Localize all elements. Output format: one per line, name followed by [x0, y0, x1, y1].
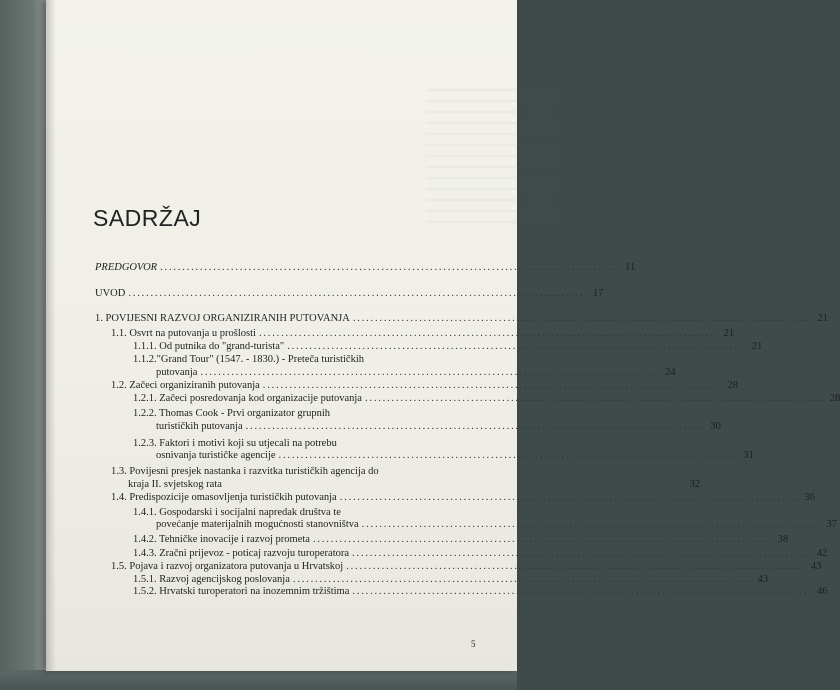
toc-entry-label: 1.5. Pojava i razvoj organizatora putovanja u Hrvatskoj: [111, 561, 344, 572]
page-title: SADRŽAJ: [93, 205, 202, 231]
leader-dots: ........................................................................................................: [160, 262, 621, 273]
leader-dots: ........................................................................................................: [287, 341, 748, 352]
toc-entry-page: 43: [757, 574, 769, 585]
toc-entry-label: 1.2.3. Faktori i motivi koji su utjecali na potrebu: [133, 438, 337, 449]
show-through-text: [426, 80, 556, 230]
toc-entry-page: 32: [689, 479, 701, 490]
toc-entry: [133, 393, 840, 405]
gutter-shadow: [46, 0, 56, 671]
toc-entry: [156, 367, 676, 379]
toc-entry: [111, 328, 735, 340]
toc-entry: [133, 341, 763, 353]
toc-entry-page: 36: [804, 492, 815, 503]
toc-entry: [95, 262, 636, 274]
toc-entry-page: 21: [817, 313, 829, 324]
leader-dots: ........................................................................................................: [312, 534, 774, 545]
toc-entry-page: 28: [829, 393, 840, 404]
toc-entry: [95, 288, 604, 300]
toc-entry-label: 1.1.2."Grand Tour" (1547. - 1830.) - Preteča turističkih: [133, 354, 365, 365]
toc-entry-label: UVOD: [95, 288, 126, 299]
toc-entry-label: 1.3. Povijesni presjek nastanka i razvitka turističkih agencija do: [111, 466, 379, 477]
leader-dots: ........................................................................................................: [364, 393, 826, 404]
toc-entry: [111, 380, 738, 392]
leader-dots: ........................................................................................................: [361, 519, 822, 530]
toc-entry-label-continued: osnivanja turističke agencije: [156, 450, 276, 461]
toc-entry-label-continued: kraja II. svjetskog rata: [128, 479, 222, 490]
toc-entry-label: 1.2.1. Začeci posredovanja kod organizacije putovanja: [133, 393, 362, 404]
page-number: 5: [471, 639, 476, 649]
toc-entry: [111, 561, 822, 573]
toc-entry: [128, 479, 701, 491]
toc-entry: [156, 519, 837, 531]
toc-entry-page: 21: [723, 328, 735, 339]
toc-entry: [133, 574, 769, 586]
leader-dots: ........................................................................................................: [346, 561, 807, 572]
toc-entry: [95, 313, 829, 325]
leader-dots: ........................................................................................................: [352, 548, 813, 559]
toc-entry-label-continued: turističkih putovanja: [156, 421, 243, 432]
toc-entry-label: 1.5.2. Hrvatski turoperatori na inozemnim tržištima: [133, 586, 350, 597]
toc-entry-label: 1.4.3. Zračni prijevoz - poticaj razvoju turoperatora: [133, 548, 350, 559]
toc-entry-label: 1.2.2. Thomas Cook - Prvi organizator grupnih: [133, 408, 331, 419]
toc-entry-page: 38: [777, 534, 789, 545]
leader-dots: ........................................................................................................: [245, 421, 706, 432]
leader-dots: ........................................................................................................: [200, 367, 661, 378]
leader-dots: ........................................................................................................: [128, 288, 589, 299]
toc-entry-label: PREDGOVOR: [95, 262, 158, 273]
leader-dots: ........................................................................................................: [262, 380, 723, 391]
toc-entry: [133, 548, 828, 560]
toc-entry-label: 1.1. Osvrt na putovanja u prošlosti: [111, 328, 256, 339]
toc-entry-page: 43: [810, 561, 822, 572]
toc-entry-label: 1.1.1. Od putnika do "grand-turista": [133, 341, 285, 352]
leader-dots: ........................................................................................................: [352, 586, 813, 597]
toc-entry-label-continued: putovanja: [156, 367, 198, 378]
book-page: [46, 0, 840, 671]
toc-entry-label: 1.4.1. Gospodarski i socijalni napredak društva te: [133, 507, 341, 518]
toc-entry-label: 1.4. Predispozicije omasovljenja turističkih putovanja: [111, 492, 337, 503]
leader-dots: ........................................................................................................: [278, 450, 739, 461]
leader-dots: ........................................................................................................: [352, 313, 814, 324]
toc-entry-label: 1.2. Začeci organiziranih putovanja: [111, 380, 260, 391]
toc-entry-label-continued: povećanje materijalnih mogućnosti stanovništva: [156, 519, 359, 530]
toc-entry-page: 30: [710, 421, 721, 432]
toc-entry-page: 11: [625, 262, 636, 273]
toc-entry: [133, 586, 828, 598]
toc-entry-label: 1.5.1. Razvoj agencijskog poslovanja: [133, 574, 290, 585]
book-left-edge: [0, 0, 46, 690]
toc-entry-page: 46: [817, 586, 828, 597]
toc-entry-label: 1. POVIJESNI RAZVOJ ORGANIZIRANIH PUTOVANJA: [95, 313, 350, 324]
leader-dots: ........................................................................................................: [258, 328, 720, 339]
toc-entry-page: 31: [743, 450, 754, 461]
leader-dots: ........................................................................................................: [339, 492, 800, 503]
toc-entry: [133, 534, 789, 546]
toc-entry: [156, 421, 721, 433]
leader-dots: ........................................................................................................: [292, 574, 754, 585]
toc-entry-label: 1.4.2. Tehničke inovacije i razvoj prometa: [133, 534, 310, 545]
toc-entry-page: 37: [826, 519, 837, 530]
toc-entry-page: 17: [593, 288, 604, 299]
toc-entry: [156, 450, 754, 462]
toc-entry-page: 24: [665, 367, 676, 378]
toc-entry-page: 28: [727, 380, 738, 391]
toc-entry-page: 21: [751, 341, 763, 352]
toc-entry: [111, 492, 815, 504]
toc-entry-page: 42: [816, 548, 828, 559]
table-surface: [0, 670, 517, 690]
